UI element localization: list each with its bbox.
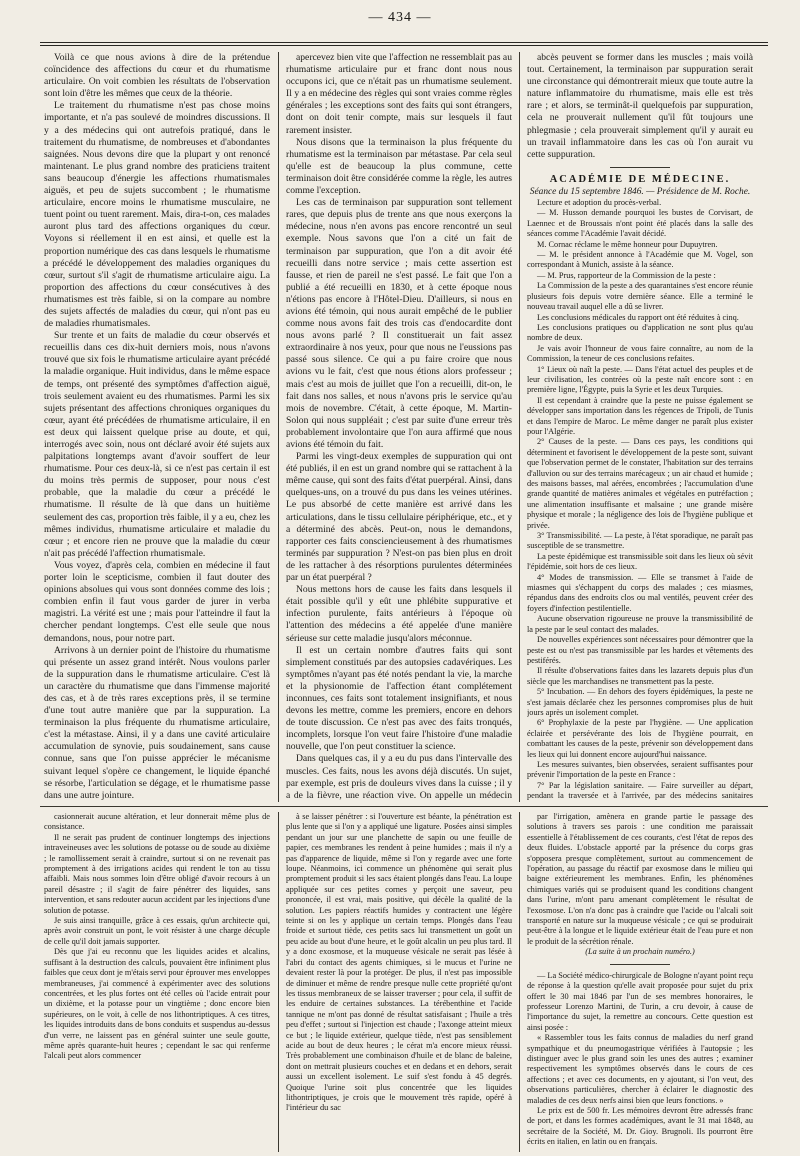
header-rule-thin — [40, 45, 768, 46]
academy-paragraph: — M. Husson demande pourquoi les bustes de Corvisart, de Laennec et de Broussais n'ont point été placés dans la salle des séances comme l'Académie l'avait décidé. — [527, 208, 753, 239]
academy-paragraph: 7° Par la législation sanitaire. — Faire surveiller au départ, pendant la traversée et à l'arrivée, par des médecins sanitaires — [527, 780, 753, 801]
academy-paragraph: Il résulte d'observations faites dans les lazarets depuis plus d'un siècle que les marchandises ne transmettent pas la peste. — [527, 666, 753, 686]
page-number: — 434 — — [368, 10, 432, 25]
paragraph: casionnerait aucune altération, et leur donnerait même plus de consistance. — [44, 812, 270, 832]
section-separator — [610, 167, 670, 168]
paragraph: Voilà ce que nous avions à dire de la prétendue coïncidence des affections du cœur et du rhumatisme articulaire. On voit combien les résultats de l'observation sont loin d'être les mêmes que ceux de la théorie. — [44, 52, 270, 100]
column-divider-1 — [278, 52, 279, 802]
paragraph: Les cas de terminaison par suppuration sont tellement rares, que depuis plus de trente ans que nous exerçons la médecine, nous n'en avons pas encore rencontré un seul exemple. Nous savons que l'on a cité un fait de terminaison par suppuration, que l'on a dit avoir été recueilli dans notre service ; mais cette assertion est fausse, et rien de pareil ne s'est passé. Le fait que l'on a publié a été recueilli en 1830, et à cette époque nous n'étions pas encore à l'Hôtel-Dieu. D'ailleurs, si nous en avions été témoin, qui nous aurait empêché de le publier comme nous avons fait des trois cas d'endocardite dont nous avons parlé ? Il constituerait un fait assez extraordinaire à nos yeux, pour que nous ne l'eussions pas passé sous silence. Ce qui a pu faire croire que nous avions vu le fait, c'est que nous étions alors professeur ; mais c'est au mois de juillet que l'on a recueilli, dit-on, le fait dans nos salles, et nous n'avons pris le service qu'au mois de novembre. C'était, à cette époque, M. Martin-Solon qui nous suppléait ; c'est par suite d'une erreur très probablement involontaire que l'on aura affirmé que nous avions été témoin du fait. — [286, 197, 512, 450]
academy-paragraph: 5° Incubation. — En dehors des foyers épidémiques, la peste ne s'est jamais déclarée chez les personnes compromises plus de huit jours après un isolement complet. — [527, 687, 753, 717]
bottom-column-divider-2 — [519, 812, 520, 1152]
column-3-intro: abcès peuvent se former dans les muscles ; mais voilà tout. Certainement, la terminaison par suppuration serait une circonstance qui démontrerait mieux que toute autre la nature inflammatoire du rhumatisme, mais elle est très rare ; et alors, se terminât-il quelquefois par suppuration, cela ne prouverait nullement qu'il fût toujours une phlegmasie ; cela prouverait simplement qu'il y aurait eu un travail inflammatoire dans les cas où l'on aurait vu cette suppuration. — [527, 52, 753, 160]
academy-paragraph: Aucune observation rigoureuse ne prouve la transmissibilité de la peste par le seul contact des malades. — [527, 614, 753, 634]
paragraph: Dès que j'ai eu reconnu que les liquides acides et alcalins, suffisant à la destruction des calculs, pouvaient être infiniment plus faibles que ceux dont je m'étais servi pour éprouver mes enveloppes membraneuses, j'ai commencé à expérimenter avec des solutions concentrées, et les plus fortes ont été celles où l'acide entrait pour un dixième, et la potasse pour un vingtième ; donc encore bien supérieures, on le voit, à celle de nos lithontriptiques. A ces titres, les liquides introduits dans de bons conduits et suspendus au-dessus d'un verre, ne laissent pas en général suinter une seule goutte, même après quarante-huit heures ; cependant le sac qui renferme l'alcali peut alors commencer — [44, 947, 270, 1061]
bottom-column-divider-1 — [278, 812, 279, 1152]
academy-body — [527, 198, 753, 802]
paragraph: Parmi les vingt-deux exemples de suppuration qui ont été publiés, il en est un grand nombre qui se rattachent à la même cause, qui sont des faits d'état puerpéral. Ainsi, dans quelques-uns, on a trouvé du pus dans les veines utérines. Le pus absorbé de cette manière est arrivé dans les articulations, dans le tissu cellulaire périphérique, etc., et y a déterminé des abcès. Peut-on, nous le demandons, rapporter ces faits consciencieusement à des rhumatismes terminés par suppuration ? N'est-on pas bien plus en droit de les rattacher à des résorptions purulentes déterminées par un état puerpéral ? — [286, 451, 512, 584]
section-rule — [40, 806, 768, 807]
paragraph: Je suis ainsi tranquille, grâce à ces essais, qu'un architecte qui, après avoir construit un pont, le voit résister à une charge décuple de celle qu'il doit jamais supporter. — [44, 916, 270, 946]
bottom-column-2 — [286, 812, 512, 1152]
academy-paragraph: La peste épidémique est transmissible soit dans les lieux où sévit l'épidémie, soit hors de ces lieux. — [527, 551, 753, 572]
paragraph: par l'irrigation, amènera en grande partie le passage des solutions à travers ses parois : une condition me paraissait essentielle à l'établissement de ces courants, c'est l'état de repos des deux fluides. L'obstacle apporté par la présence du corps gras s'opposera presque complètement, surtout au commencement de l'opération, au passage du réactif par exosmose dans le milieu qui baigne extérieurement les membranes. Enfin, les phénomènes chimiques variés qui se produisent quand les conditions changent dans l'urine, m'ont paru amenant complètement le résultat de l'exosmose. L'on n'a donc pas à craindre que l'acide ou l'alcali soit transporté en nature sur la muqueuse vésicale ; ce qui se produirait peut-être à la longue et le liquide extérieur était de l'eau pure et non le produit de la sécrétion rénale. — [527, 812, 753, 946]
paragraph: « Rassembler tous les faits connus de maladies du nerf grand sympathique et du pneumogastrique vérifiées à l'autopsie ; les distinguer avec le plus grand soin les unes des autres ; examiner respectivement les symptômes observés dans le cours de ces affections ; et avec ces documents, en y ajoutant, si l'on veut, des observations particulières, chercher à éclairer le diagnostic des maladies de ces deux nerfs ainsi bien que leurs fonctions. » — [527, 1033, 753, 1105]
column-1 — [44, 52, 270, 802]
column-divider-2 — [519, 52, 520, 802]
academy-paragraph: Je vais avoir l'honneur de vous faire connaître, au nom de la Commission, la teneur de ces conclusions refaites. — [527, 343, 753, 364]
academy-paragraph: — M. le président annonce à l'Académie que M. Vogel, son correspondant à Munich, assiste à la séance. — [527, 250, 753, 270]
paragraph: Il est un certain nombre d'autres faits qui sont simplement constitués par des autopsies cadavériques. Les symptômes n'ayant pas été notés pendant la vie, la marche et la physionomie de l'affection étant complétement inconnues, ces faits sont totalement insignifiants, et nous devons les mettre, comme les premiers, encore en dehors de toute discussion. Ce n'est pas avec des faits tronqués, incomplets, lorsque l'on veut faire l'histoire d'une maladie nouvelle, que l'on peut constituer la science. — [286, 644, 512, 753]
paragraph: Le prix est de 500 fr. Les mémoires devront être adressés franc de port, et dans les formes académiques, avant le 31 mai 1848, au secrétaire de la Société, M. Dr. Gioy. Brugnoli. Ils pourront être écrits en italien, en latin ou en français. — [527, 1105, 753, 1147]
academy-paragraph: — M. Prus, rapporteur de la Commission de la peste : — [537, 270, 716, 280]
academy-session: Séance du 15 septembre 1846. — Présidence de M. Roche. — [529, 186, 751, 197]
column-2 — [286, 52, 512, 802]
paragraph: Le traitement du rhumatisme n'est pas chose moins importante, et n'a pas soulevé de moindres discussions. Il y a des médecins qui ont autrefois pratiqué, dans le traitement du rhumatisme, de nombreuses et d'abondantes saignées. Nous devons dire que la plupart y ont renoncé maintenant. Le plus grand nombre des praticiens traitent sans beaucoup d'énergie les affections rhumatismales aiguës, et peu de sujets succombent ; le rhumatisme articulaire, encore moins le rhumatisme musculaire, ne tuent point ou tuent rarement. Mais, dira-t-on, ces malades auront plus tard des affections organiques du cœur. Voyons si réellement il en est ainsi, et quelle est la proportion numérique des cas dans lesquels le rhumatisme a précédé le développement des maladies organiques du cœur, surtout s'il s'agit de rhumatisme articulaire aigu. La proportion des affections du cœur consécutives à des rhumatismes est très faible, si on la compare au nombre des sujets affectés de maladies du cœur, qui n'ont pas eu de maladies rhumatismales. — [44, 100, 270, 330]
paragraph: Sur trente et un faits de maladie du cœur observés et recueillis dans ces dix-huit derniers mois, nous n'avons trouvé que six fois le rhumatisme articulaire ayant précédé la maladie organique. Huit individus, dans le même espace de temps, ont présenté des symptômes d'affection aiguë, trois seulement avaient eu des rhumatismes. Parmi les six sujets présentant des affections chroniques organiques du cœur, ayant été précédées de rhumatisme articulaire, il en est deux qui laissent quelque prise au doute, et qui, interrogés avec soin, nous ont déclaré avoir été sujets aux palpitations longtemps avant d'avoir souffert de leur rhumatisme. Pour ces deux-là, si ce n'est pas certain il est du moins très permis de supposer, pour nous c'est probable, que la maladie du cœur a précédé le rhumatisme. Il résulte de là que dans un huitième seulement des cas, proportion très faible, il y a eu, chez les mêmes individus, rhumatisme articulaire et maladie du cœur ; et encore rien ne prouve que la maladie du cœur n'ait pas précédé l'affection rhumatismale. — [44, 330, 270, 559]
academy-paragraph: Il est cependant à craindre que la peste ne puisse également se développer sans importation dans les régences de Tripoli, de Tunis et dans l'empire de Maroc. Le même danger ne paraît plus exister pour l'Algérie. — [527, 395, 753, 436]
academy-paragraph: 6° Prophylaxie de la peste par l'hygiène. — Une application éclairée et persévérante des lois de l'hygiène pourrait, en combattant les causes de la peste, prévenir son développement dans les lieux qui lui donnent encore aujourd'hui naissance. — [527, 718, 753, 759]
academy-paragraph: Les conclusions médicales du rapport ont été réduites à cinq. — [537, 312, 739, 322]
paragraph: Il ne serait pas prudent de continuer longtemps des injections intraveineuses avec les solutions de potasse ou de soude au dixième ; le ramollissement serait à craindre, surtout si on ne revenait pas promptement à des irrigations acides qui rendent le ton au tissu affaibli. Mais nous sommes loin d'être obligé d'avoir recours à un pareil désastre ; il s'agit de faire pénétrer des liquides, sans intervention, et sans redouter aucun accident par les injections d'une solution de potasse. — [44, 832, 270, 915]
academy-paragraph: 1° Lieux où naît la peste. — Dans l'état actuel des peuples et de leur civilisation, les contrées où la peste naît encore sont : en première ligne, l'Égypte, puis la Syrie et les deux Turquies. — [527, 364, 753, 395]
continued-note: (La suite à un prochain numéro.) — [585, 947, 695, 957]
bottom-column-3 — [527, 812, 753, 1152]
academy-paragraph: Les mesures suivantes, bien observées, seraient suffisantes pour prévenir l'importation de la peste en France : — [527, 759, 753, 780]
academy-paragraph: Lecture et adoption du procès-verbal. — [537, 198, 662, 208]
academy-paragraph: La Commission de la peste a des quarantaines s'est encore réunie plusieurs fois depuis votre dernière séance. Elle a terminé le nouveau travail auquel elle a dû se livrer. — [527, 281, 753, 312]
academy-paragraph: Les conclusions pratiques ou d'application ne sont plus qu'au nombre de deux. — [527, 322, 753, 343]
academy-paragraph: De nouvelles expériences sont nécessaires pour démontrer que la peste est ou n'est pas transmissible par les hardes et vêtements des pestiférés. — [527, 635, 753, 665]
paragraph: Vous voyez, d'après cela, combien en médecine il faut porter loin le scepticisme, combien il faut douter des opinions absolues qui vous sont données comme des lois ; combien enfin il faut vous garder de jurer in verba magistri. La vérité est une ; mais pour l'atteindre il faut la chercher pendant longtemps. C'est elle seule que nous demandons, nous, pour notre part. — [44, 559, 270, 644]
academy-title: ACADÉMIE DE MÉDECINE. — [549, 173, 731, 185]
paragraph: apercevez bien vite que l'affection ne ressemblait pas au rhumatisme articulaire pur et franc dont nous nous occupons ici, que ce n'était pas un rhumatisme seulement. Il y a en médecine des règles qui sont vraies comme règles générales ; les exceptions sont des faits qui sont étrangers, dont on doit tenir compte, mais sur lesquels il faut rarement insister. — [286, 52, 512, 136]
paragraph: Nous disons que la terminaison la plus fréquente du rhumatisme est la terminaison par métastase. Par cela seul qu'elle est de beaucoup la plus commune, cette terminaison doit être considérée comme la règle, les autres comme l'exception. — [286, 136, 512, 197]
paragraph: à se laisser pénétrer : si l'ouverture est béante, la pénétration est plus lente que si l'on y a appliqué une ligature. Posées ainsi simples pendant un jour sur une planchette de sapin ou une feuille de papier, ces membranes les rendent à peine humides ; mais il n'y a pas d'apparence de liquide, même si l'on y regarde avec une forte loupe. Néanmoins, ici commence un phénomène qui serait plus promptement produit si les sacs étaient plongés dans l'eau. La loupe appliquée sur ces petites cornes y perçoit une saveur, peu prononcée, il est vrai, mais positive, qui décèle la qualité de la solution. Les papiers réactifs humides y contractent une légère teinte si on les y applique un certain temps. Plongés dans l'eau froide et surtout tiède, ces petits sacs lui transmettent un goût un peu acide au bout d'une heure, et le goût alcalin un peu plus tard. Il y a donc exosmose, et la muqueuse vésicale ne serait pas lésée à l'abri du contact des agents chimiques, si le mucus et l'urine ne devaient rester là pour la protéger. De plus, il n'est pas impossible de diminuer et même de rendre presque nulle cette propriété qu'ont les tissus membraneux de se laisser traverser ; pour cela, il suffit de les enduire de certaines substances. La térébenthine et l'acide tannique ne m'ont pas donné de résultat satisfaisant ; l'huile a très peu d'effet ; surtout si l'injection est chaude ; l'axonge atteint mieux ce but ; le liquide extérieur, quelque tiède, n'est pas sensiblement acide au bout de deux heures ; le cérat m'a encore mieux réussi. Très probablement une combinaison d'huile et de blanc de baleine, dont on mettrait plusieurs couches et en dedans et en dehors, serait aussi un excellent isolement. Le suif s'est fondu à 45 degrés. Quoique l'urine soit plus concentrée que les liquides lithontriptiques, je crois que le mouvement très rapide, opéré à l'intérieur du sac — [286, 812, 512, 1113]
academy-paragraph: 3° Transmissibilité. — La peste, à l'état sporadique, ne paraît pas susceptible de se transmettre. — [527, 531, 753, 551]
academy-paragraph: M. Cornac réclame le même honneur pour Dupuytren. — [537, 239, 718, 249]
academy-paragraph: 4° Modes de transmission. — Elle se transmet à l'aide de miasmes qui s'échappent du corps des malades ; ces miasmes, répandus dans des endroits clos ou mal ventilés, peuvent créer des foyers d'infection pestilentielle. — [527, 572, 753, 613]
bottom-column-1 — [44, 812, 270, 1152]
paragraph: Dans quelques cas, il y a eu du pus dans l'intervalle des muscles. Ces faits, nous les avons déjà discutés. Un sujet, par exemple, est pris de douleurs vives dans la cuisse ; il y a de la fièvre, une réaction vive. On appelle un médecin — [286, 753, 512, 801]
paragraph: — La Société médico-chirurgicale de Bologne n'ayant point reçu de réponse à la question qu'elle avait proposée pour sujet du prix offert le 30 mai 1846 par l'un de ses membres honoraires, le professeur Lorenzo Martini, de Turin, a cru devoir, à cause de l'importance du sujet, la remettre au concours. Cette question est ainsi posée : — [527, 970, 753, 1032]
paragraph: Nous mettons hors de cause les faits dans lesquels il était possible qu'il y eût une phlébite suppurative et infection purulente, faits antérieurs à l'époque où l'attention des médecins a été appelée d'une manière sérieuse sur cette maladie jusqu'alors méconnue. — [286, 584, 512, 644]
header-rule — [40, 42, 768, 43]
academy-paragraph: 2° Causes de la peste. — Dans ces pays, les conditions qui déterminent et favorisent le développement de la peste sont, suivant que l'observation permet de le constater, l'habitation sur des terrains d'alluvion ou sur des terrains marécageux ; un air chaud et humide ; des maisons basses, mal aérées, encombrées ; l'accumulation d'une grande quantité de matières animales et végétales en putréfaction ; une alimentation insuffisante et malsaine ; une grande misère physique et morale ; la négligence des lois de l'hygiène publique et privée. — [527, 437, 753, 530]
paragraph: Arrivons à un dernier point de l'histoire du rhumatisme qui présente un assez grand intérêt. Nous voulons parler de la suppuration dans le rhumatisme articulaire. C'est là un caractère du rhumatisme que dans l'immense majorité des cas, et à de très rares exceptions près, il se termine d'une tout autre manière que par la suppuration. La terminaison la plus fréquente du rhumatisme articulaire, c'est la métastase. Ainsi, il y a dans une cavité articulaire accumulation de synovie, puis soudainement, sans cause connue, sans que l'on puisse apprécier le mécanisme suivant lequel s'opère ce changement, le liquide épanché se résorbe, l'articulation se dégage, et le rhumatisme passe dans une autre jointure. — [44, 644, 270, 801]
column-3 — [527, 52, 753, 802]
section-separator — [610, 964, 670, 965]
